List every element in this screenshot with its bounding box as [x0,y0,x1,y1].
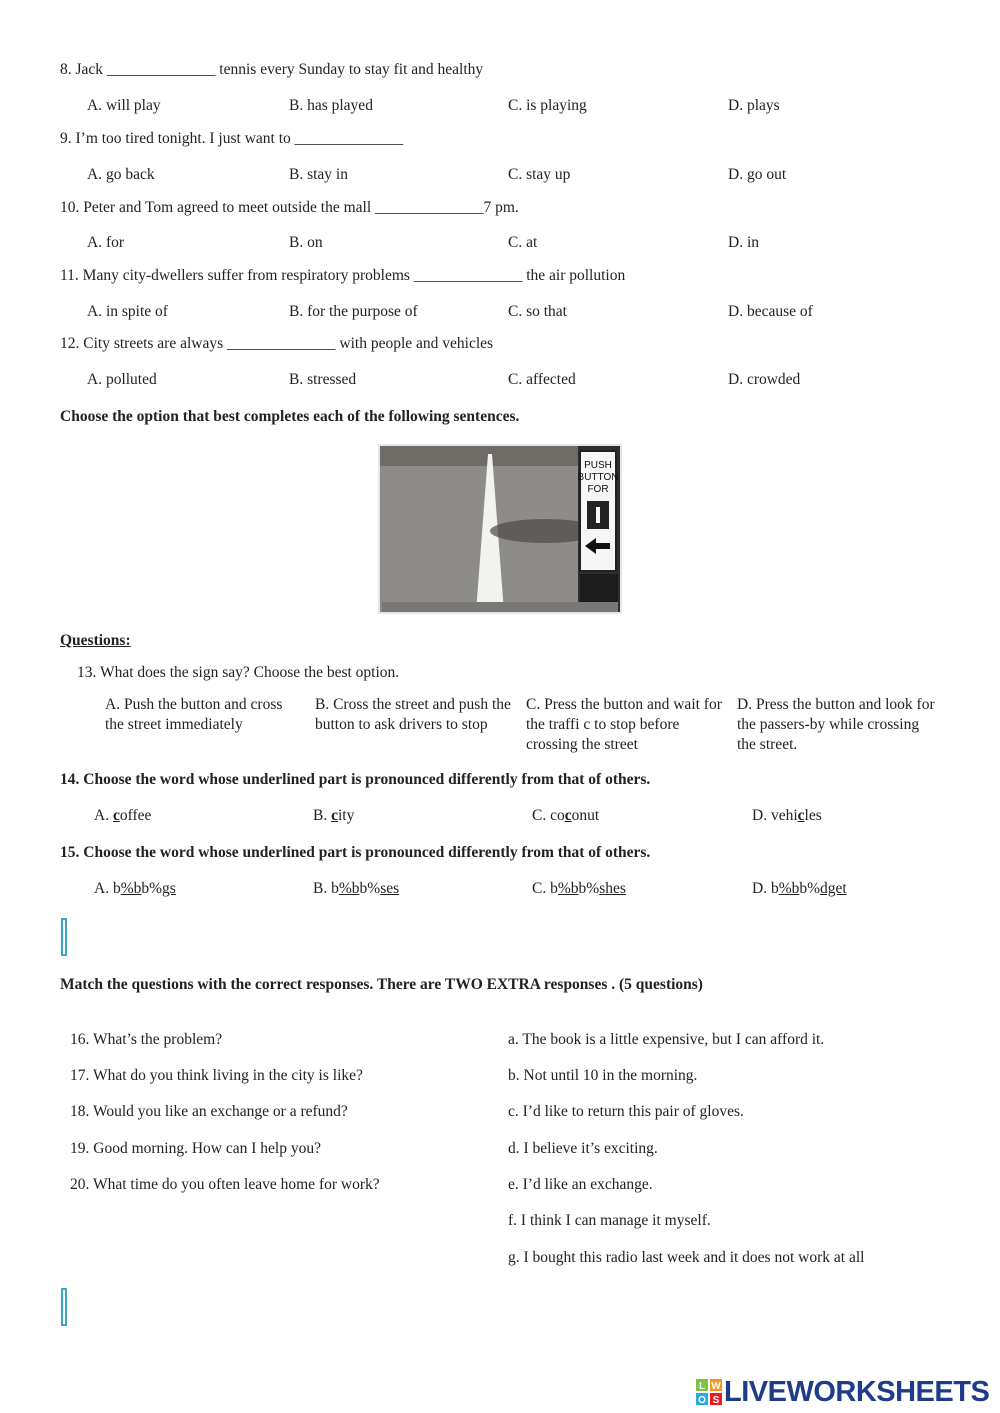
matching-response: f. I think I can manage it myself. [508,1212,711,1229]
logo-badge-icon [696,1379,722,1405]
matching-question: 19. Good morning. How can I help you? [70,1140,321,1157]
underlined-part: %b [778,880,800,897]
q14-option-a[interactable] [94,807,151,825]
underlined-part: shes [599,880,626,897]
option-prefix: D. b [752,880,779,897]
answer-input-box[interactable] [61,918,67,956]
option-suffix: ity [337,807,355,824]
badge-letter: W [711,1381,721,1392]
underlined-part: %b [338,880,360,897]
option-b[interactable]: B. stay in [289,166,348,183]
q14-option-b[interactable] [313,807,354,825]
question-15-stem: 15. Choose the word whose underlined part is pronounced differently from that of others. [60,844,651,861]
option-d[interactable]: D. because of [728,303,813,320]
matching-response: b. Not until 10 in the morning. [508,1067,698,1084]
logo-text: LIVEWORKSHEETS [724,1375,990,1408]
option-prefix: A. [94,807,113,824]
option-middle: b% [799,880,821,897]
q14-option-c[interactable] [532,807,599,825]
option-c[interactable]: C. at [508,234,538,251]
badge-letter: L [698,1381,706,1392]
matching-question: 18. Would you like an exchange or a refund? [70,1103,348,1120]
question-stem: 8. Jack ______________ tennis every Sunday to stay fit and healthy [60,61,484,78]
matching-question: 16. What’s the problem? [70,1031,223,1048]
option-c[interactable]: C. so that [508,303,567,320]
q13-option-c[interactable]: C. Press the button and wait for the traffi c to stop before crossing the street [526,696,722,753]
option-a[interactable]: A. polluted [87,371,157,388]
option-prefix: D. vehi [752,807,798,824]
matching-response: g. I bought this radio last week and it does not work at all [508,1249,865,1266]
sign-line-3: FOR [587,484,609,495]
questions-heading: Questions: [60,632,131,649]
answer-input-box[interactable] [61,1288,67,1326]
option-b[interactable]: B. has played [289,97,373,114]
matching-response: c. I’d like to return this pair of gloves. [508,1103,744,1120]
option-a[interactable]: A. will play [87,97,161,114]
option-d[interactable]: D. in [728,234,759,251]
badge-letter: S [712,1395,720,1405]
matching-question: 17. What do you think living in the city is like? [70,1067,363,1084]
underlined-part: c [112,807,120,824]
option-prefix: B. b [313,880,339,897]
underlined-part: %b [120,880,142,897]
option-b[interactable]: B. for the purpose of [289,303,418,320]
section-instruction: Choose the option that best completes each of the following sentences. [60,408,520,425]
matching-response: a. The book is a little expensive, but I can afford it. [508,1031,825,1048]
q13-option-a[interactable]: A. Push the button and cross the street immediately [105,696,283,733]
option-c[interactable]: C. is playing [508,97,587,114]
option-d[interactable]: D. crowded [728,371,801,388]
underlined-part: c [797,807,805,824]
option-middle: b% [359,880,381,897]
option-a[interactable]: A. for [87,234,125,251]
underlined-part: c [564,807,572,824]
question-stem: 10. Peter and Tom agreed to meet outside the mall ______________7 pm. [60,199,519,216]
option-middle: b% [141,880,163,897]
option-suffix: onut [571,807,600,824]
matching-response: e. I’d like an exchange. [508,1176,653,1193]
option-suffix: les [804,807,822,824]
q15-option-a[interactable] [94,880,176,898]
matching-response: d. I believe it’s exciting. [508,1140,658,1157]
q13-option-d[interactable]: D. Press the button and look for the passers-by while crossing the street. [737,696,935,753]
matching-instruction: Match the questions with the correct responses. There are TWO EXTRA responses . (5 questions) [60,976,703,993]
underlined-part: ses [380,880,400,897]
liveworksheets-logo [696,1374,989,1410]
underlined-part: c [331,807,338,824]
q15-option-d[interactable] [752,880,847,898]
option-a[interactable]: A. in spite of [87,303,168,320]
option-a[interactable]: A. go back [87,166,155,183]
underlined-part: dget [820,880,847,897]
option-b[interactable]: B. on [289,234,323,251]
sign-line-1: PUSH [584,460,612,471]
sign-line-2: BUTTON [577,472,619,483]
q13-option-b[interactable]: B. Cross the street and push the button to ask drivers to stop [315,696,511,733]
q15-option-b[interactable] [313,880,399,898]
street-sign-illustration [380,446,620,612]
option-prefix: A. b [94,880,121,897]
question-14-stem: 14. Choose the word whose underlined part is pronounced differently from that of others. [60,771,651,788]
option-d[interactable]: D. plays [728,97,780,114]
underlined-part: %b [557,880,579,897]
option-c[interactable]: C. stay up [508,166,571,183]
option-prefix: C. co [532,807,565,824]
option-b[interactable]: B. stressed [289,371,357,388]
question-13-stem: 13. What does the sign say? Choose the best option. [77,664,400,681]
option-prefix: B. [313,807,332,824]
street-sign-photo [378,444,622,614]
option-prefix: C. b [532,880,558,897]
question-stem: 9. I’m too tired tonight. I just want to ______________ [60,130,404,147]
option-suffix: offee [119,807,152,824]
question-stem: 11. Many city-dwellers suffer from respiratory problems ______________ the air pollution [60,267,626,284]
matching-question: 20. What time do you often leave home for work? [70,1176,380,1193]
q14-option-d[interactable] [752,807,822,825]
underlined-part: gs [162,880,176,897]
option-d[interactable]: D. go out [728,166,787,183]
badge-letter: O [698,1395,706,1405]
question-stem: 12. City streets are always ______________ with people and vehicles [60,335,494,352]
q15-option-c[interactable] [532,880,626,898]
option-c[interactable]: C. affected [508,371,576,388]
option-middle: b% [578,880,600,897]
